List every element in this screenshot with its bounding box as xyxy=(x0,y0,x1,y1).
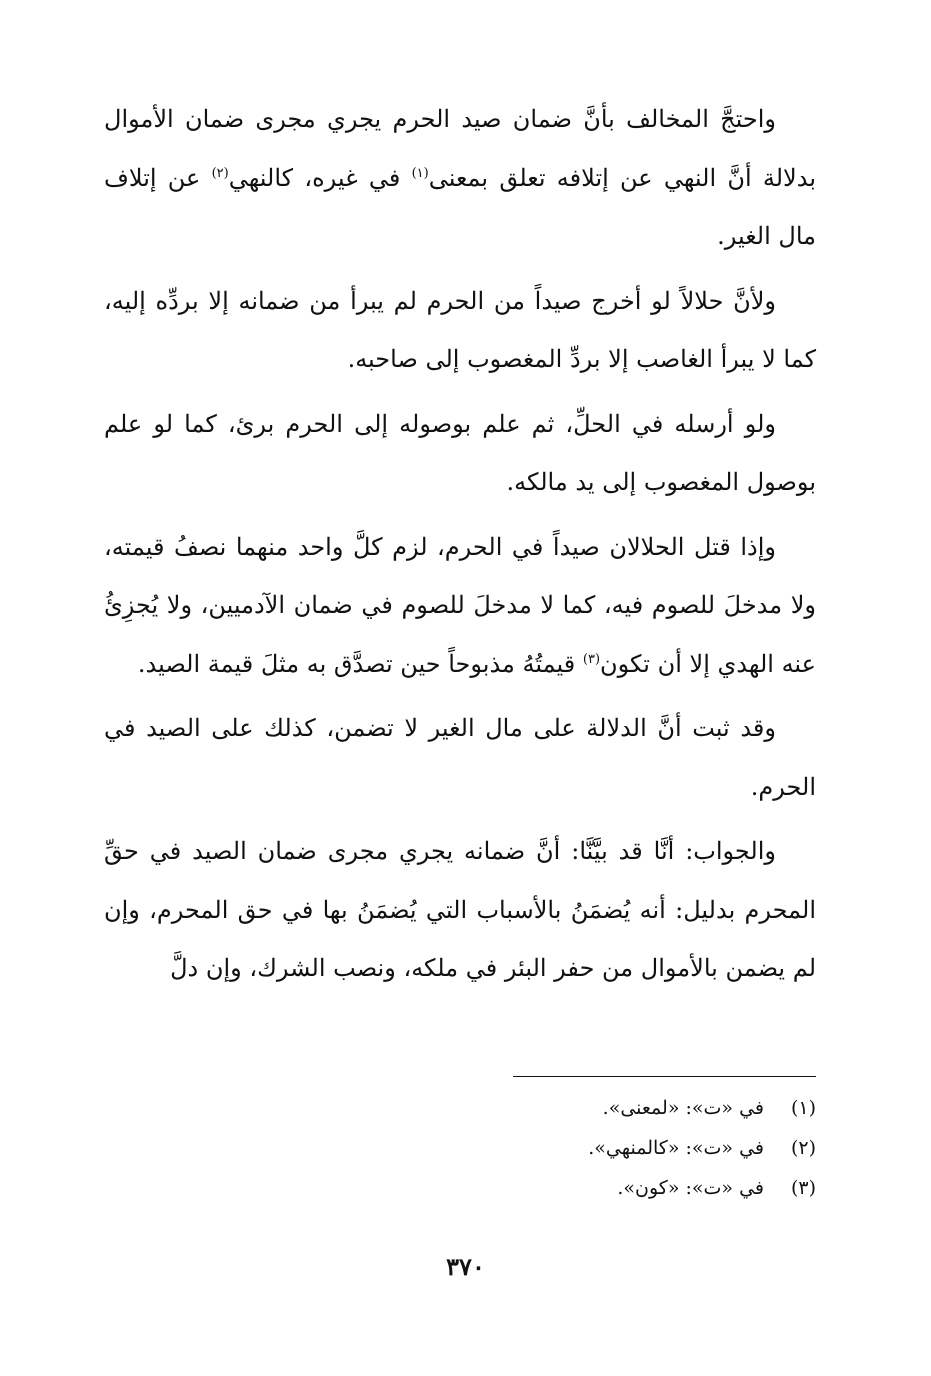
footnote-text: في «ت»: «كون». xyxy=(617,1177,764,1199)
footnote-2 xyxy=(104,1128,816,1168)
paragraph-text: واحتجَّ المخالف بأنَّ ضمان صيد الحرم يجري مجرى ضمان الأموال بدلالة أنَّ النهي عن إتلافه تعلق بمعنى xyxy=(104,105,816,192)
paragraph-text: ولأنَّ حلالاً لو أخرج صيداً من الحرم لم يبرأ من ضمانه إلا بردِّه إليه، كما لا يبرأ الغاصب إلا بردِّ المغصوب إلى صاحبه. xyxy=(104,286,816,373)
footnote-text: في «ت»: «لمعنى». xyxy=(602,1097,764,1119)
footnote-text: في «ت»: «كالمنهي». xyxy=(588,1137,764,1159)
paragraph-6 xyxy=(104,822,816,998)
paragraph-4 xyxy=(104,518,816,694)
footnotes xyxy=(104,1088,816,1208)
paragraph-text: عن إتلاف مال الغير. xyxy=(104,163,816,250)
page-number: ٣٧٠ xyxy=(446,1252,485,1281)
footnote-number: (١) xyxy=(790,1097,816,1119)
paragraph-text: قيمتُهُ مذبوحاً حين تصدَّق به مثلَ قيمة الصيد. xyxy=(137,649,583,678)
paragraph-text: وإذا قتل الحلالان صيداً في الحرم، لزم كلَّ واحد منهما نصفُ قيمته، ولا مدخلَ للصوم فيه، كما لا مدخلَ للصوم في ضمان الآدميين، ولا يُجزِئُ عنه الهدي إلا أن تكون xyxy=(104,532,816,678)
paragraph-text: في غيره، كالنهي xyxy=(228,163,412,192)
paragraph-3 xyxy=(104,395,816,512)
paragraph-5 xyxy=(104,699,816,816)
footnote-number: (٢) xyxy=(790,1137,816,1159)
paragraph-1 xyxy=(104,90,816,266)
paragraph-text: والجواب: أنَّا قد بيَّنَّا: أنَّ ضمانه يجري مجرى ضمان الصيد في حقِّ المحرم بدليل: أنه يُضمَنُ بالأسباب التي يُضمَنُ بها في حق المحرم، وإن لم يضمن بالأموال من حفر البئر في ملكه، ونصب الشرك، وإن دلَّ xyxy=(104,837,816,982)
footnote-3 xyxy=(104,1168,816,1208)
footnote-number: (٣) xyxy=(790,1177,816,1199)
paragraph-2 xyxy=(104,272,816,389)
footnote-ref-2: (٢) xyxy=(211,165,229,181)
footnote-ref-1: (١) xyxy=(411,165,429,181)
footnote-1 xyxy=(104,1088,816,1128)
main-text xyxy=(104,90,816,1004)
paragraph-text: ولو أرسله في الحلِّ، ثم علم بوصوله إلى الحرم برئ، كما لو علم بوصول المغصوب إلى يد مالكه. xyxy=(104,409,816,496)
footnote-divider xyxy=(513,1076,816,1077)
paragraph-text: وقد ثبت أنَّ الدلالة على مال الغير لا تضمن، كذلك على الصيد في الحرم. xyxy=(104,714,816,801)
footnote-ref-3: (٣) xyxy=(582,651,601,667)
